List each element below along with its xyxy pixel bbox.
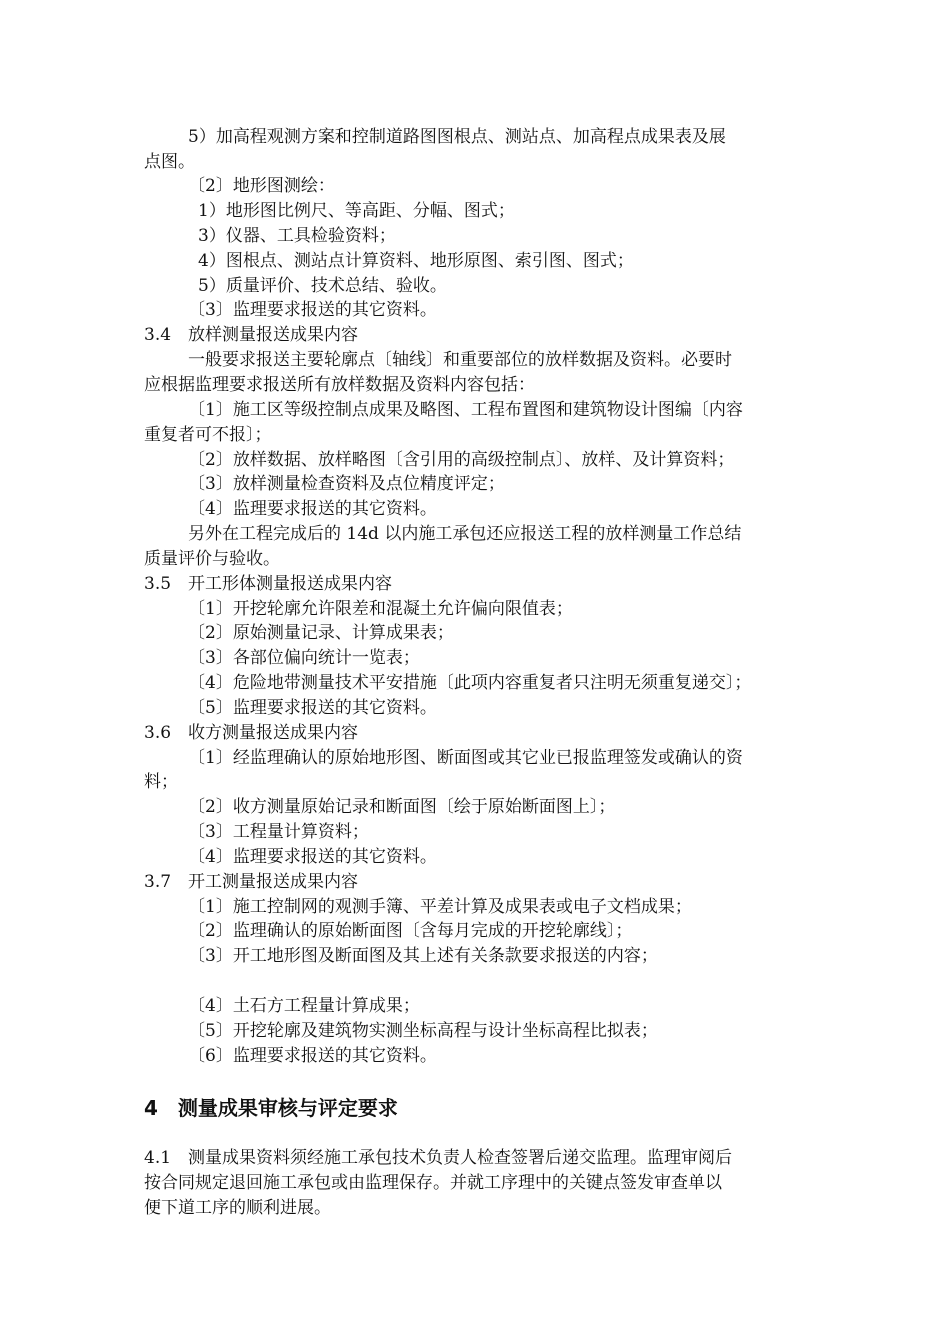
subsection-heading: 3.6 收方测量报送成果内容	[144, 723, 359, 743]
text-line: 〔3〕工程量计算资料；	[188, 822, 369, 842]
text-line: 〔4〕监理要求报送的其它资料。	[188, 499, 437, 519]
text-line: 5）加高程观测方案和控制道路图图根点、测站点、加高程点成果表及展	[188, 127, 726, 147]
text-line: 另外在工程完成后的 14d 以内施工承包还应报送工程的放样测量工作总结	[188, 524, 742, 544]
text-line: 便下道工序的顺利进展。	[144, 1198, 331, 1218]
text-line: 〔2〕放样数据、放样略图〔含引用的高级控制点〕、放样、及计算资料；	[188, 450, 735, 470]
text-line: 〔1〕开挖轮廓允许限差和混凝土允许偏向限值表；	[188, 599, 573, 619]
text-line: 〔3〕开工地形图及断面图及其上述有关条款要求报送的内容；	[188, 946, 658, 966]
text-line: 〔4〕监理要求报送的其它资料。	[188, 847, 437, 867]
text-line: 〔6〕监理要求报送的其它资料。	[188, 1046, 437, 1066]
text-line: 5）质量评价、技术总结、验收。	[198, 276, 447, 296]
text-line: 3）仪器、工具检验资料；	[198, 226, 396, 246]
text-line: 〔1〕施工控制网的观测手簿、平差计算及成果表或电子文档成果；	[188, 897, 692, 917]
text-line: 应根据监理要求报送所有放样数据及资料内容包括：	[144, 375, 535, 395]
text-line: 一般要求报送主要轮廓点〔轴线〕和重要部位的放样数据及资料。必要时	[188, 350, 732, 370]
subsection-heading: 3.7 开工测量报送成果内容	[144, 872, 359, 892]
text-line: 〔1〕施工区等级控制点成果及略图、工程布置图和建筑物设计图编〔内容	[188, 400, 743, 420]
text-line: 〔2〕地形图测绘：	[188, 176, 335, 196]
text-line: 4）图根点、测站点计算资料、地形原图、索引图、图式；	[198, 251, 634, 271]
text-line: 4.1 测量成果资料须经施工承包技术负责人检查签署后递交监理。监理审阅后	[144, 1148, 733, 1168]
text-line: 1）地形图比例尺、等高距、分幅、图式；	[198, 201, 515, 221]
text-line: 〔5〕监理要求报送的其它资料。	[188, 698, 437, 718]
text-line: 料；	[144, 772, 178, 792]
text-line: 〔3〕放样测量检查资料及点位精度评定；	[188, 474, 505, 494]
text-line: 〔2〕收方测量原始记录和断面图〔绘于原始断面图上〕；	[188, 797, 616, 817]
text-line: 〔4〕危险地带测量技术平安措施〔此项内容重复者只注明无须重复递交〕；	[188, 673, 752, 693]
text-line: 〔1〕经监理确认的原始地形图、断面图或其它业已报监理签发或确认的资	[188, 748, 743, 768]
text-line: 〔2〕监理确认的原始断面图〔含每月完成的开挖轮廓线〕；	[188, 921, 633, 941]
text-line: 重复者可不报〕；	[144, 425, 272, 445]
text-line: 点图。	[144, 152, 195, 172]
text-line: 〔4〕土石方工程量计算成果；	[188, 996, 420, 1016]
text-line: 〔3〕监理要求报送的其它资料。	[188, 300, 437, 320]
text-line: 〔2〕原始测量记录、计算成果表；	[188, 623, 454, 643]
text-line: 〔5〕开挖轮廓及建筑物实测坐标高程与设计坐标高程比拟表；	[188, 1021, 658, 1041]
text-line: 质量评价与验收。	[144, 549, 280, 569]
section-heading: 4 测量成果审核与评定要求	[144, 1096, 398, 1120]
text-line: 按合同规定退回施工承包或由监理保存。并就工序理中的关键点签发审查单以	[144, 1173, 722, 1193]
subsection-heading: 3.4 放样测量报送成果内容	[144, 325, 359, 345]
text-line: 〔3〕各部位偏向统计一览表；	[188, 648, 420, 668]
subsection-heading: 3.5 开工形体测量报送成果内容	[144, 574, 393, 594]
